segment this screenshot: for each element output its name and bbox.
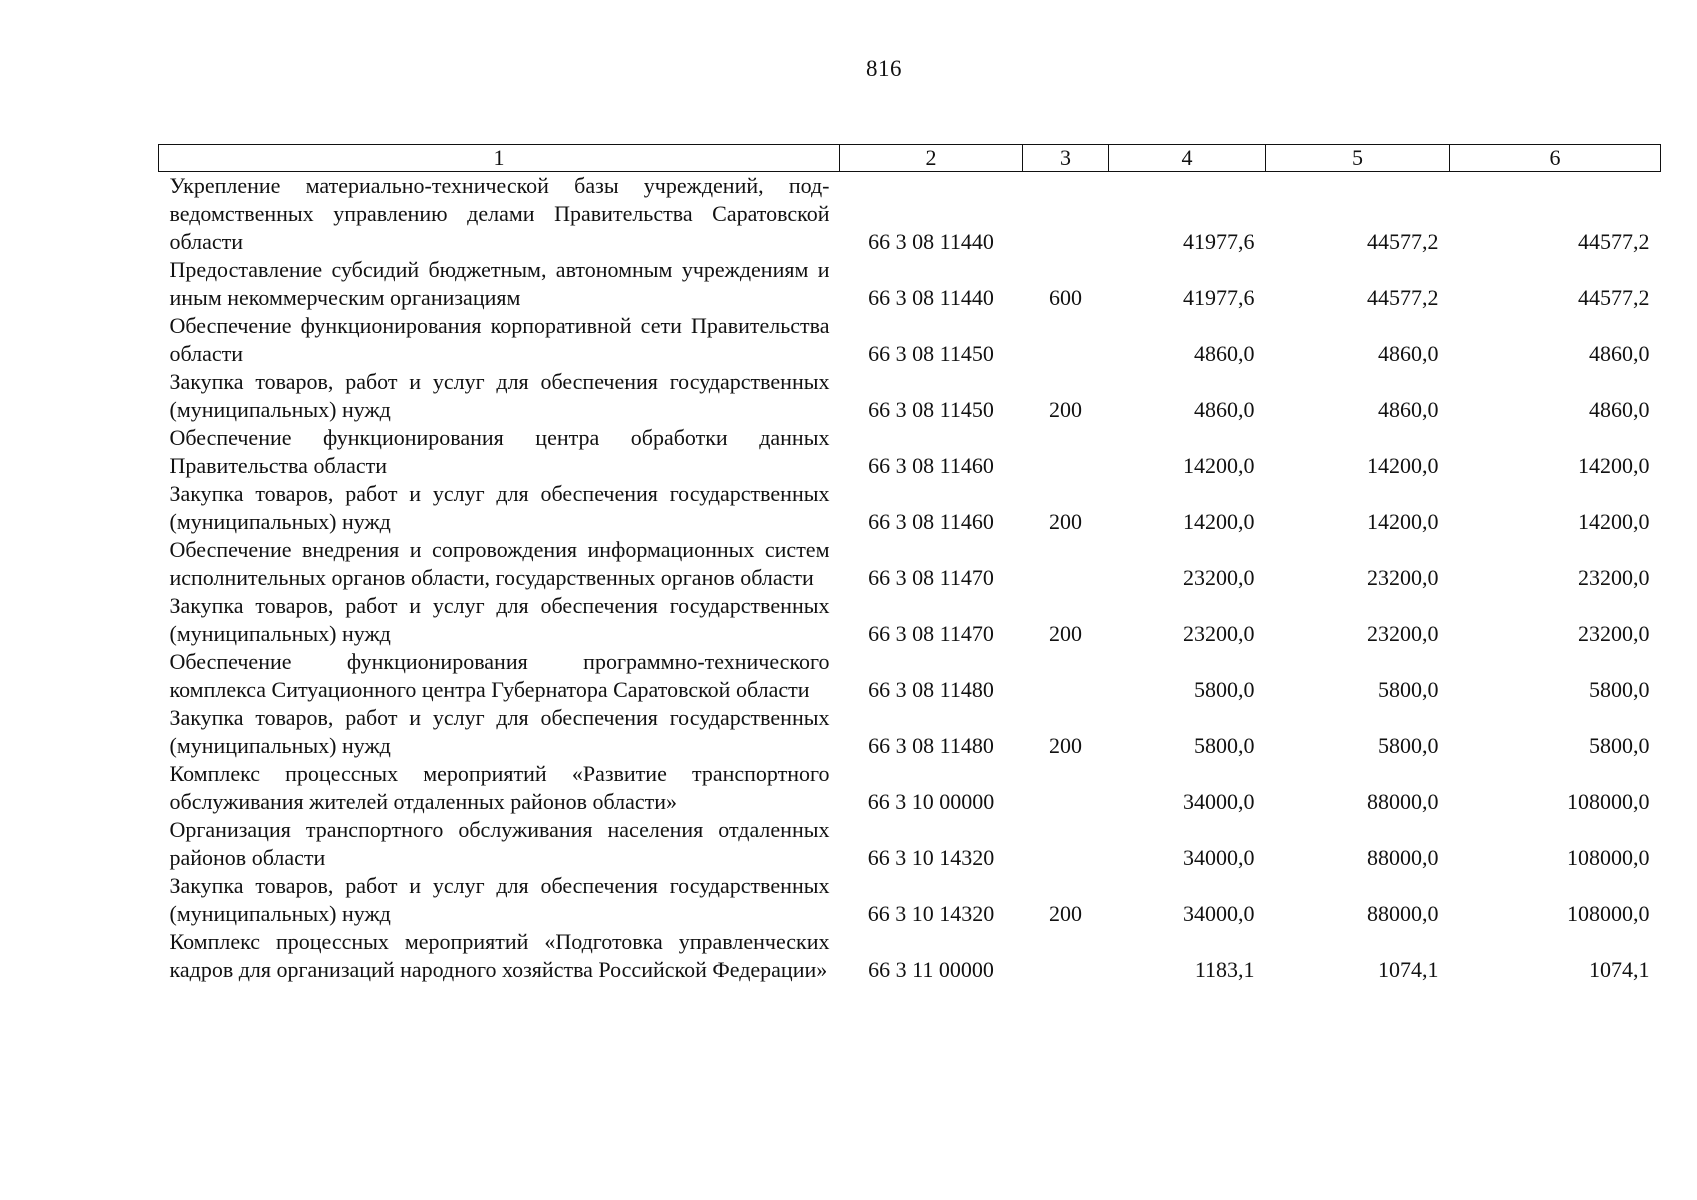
table-row	[159, 928, 1661, 984]
header-col-5: 5	[1266, 145, 1450, 172]
header-col-6: 6	[1450, 145, 1661, 172]
row-value-col6: 4860,0	[1589, 397, 1650, 422]
row-expense-type	[1023, 424, 1109, 480]
row-value-col4: 5800,0	[1194, 733, 1255, 758]
row-expense-type: 200	[1049, 509, 1082, 534]
row-expense-type: 200	[1049, 621, 1082, 646]
row-value-col4: 14200,0	[1183, 509, 1255, 534]
row-value-col5: 23200,0	[1367, 565, 1439, 590]
row-expense-type	[1023, 816, 1109, 872]
row-value-col6: 108000,0	[1567, 901, 1650, 926]
row-name: Закупка товаров, работ и услуг для обеспечения государственных (муниципальных) нужд	[169, 369, 830, 422]
table-row	[159, 648, 1661, 704]
table-row	[159, 256, 1661, 312]
row-value-col4: 41977,6	[1183, 229, 1255, 254]
row-value-col6: 4860,0	[1589, 341, 1650, 366]
row-code: 66 3 08 11470	[868, 621, 994, 646]
row-value-col5: 44577,2	[1367, 285, 1439, 310]
row-value-col6: 23200,0	[1578, 565, 1650, 590]
row-expense-type	[1023, 312, 1109, 368]
table-row	[159, 368, 1661, 424]
row-expense-type: 200	[1049, 733, 1082, 758]
row-code: 66 3 08 11470	[868, 565, 994, 590]
row-name: Комплекс процессных мероприятий «Подготовка управленческих кадров для организаций народного хозяйства Российской Федерации»	[169, 929, 830, 982]
row-code: 66 3 10 14320	[867, 901, 995, 926]
row-value-col6: 5800,0	[1589, 677, 1650, 702]
row-name: Обеспечение функционирования программно-технического комплекса Ситуационного центра Губернатора Саратовской области	[169, 649, 830, 702]
header-col-4: 4	[1109, 145, 1266, 172]
row-value-col6: 23200,0	[1578, 621, 1650, 646]
row-value-col4: 34000,0	[1183, 845, 1255, 870]
budget-table	[158, 144, 1661, 984]
row-value-col5: 1074,1	[1378, 957, 1439, 982]
header-row	[159, 145, 1661, 172]
row-name: Обеспечение функционирования корпоративной сети Правительства области	[169, 313, 830, 366]
row-value-col5: 4860,0	[1378, 397, 1439, 422]
row-code: 66 3 08 11460	[868, 453, 994, 478]
row-value-col4: 34000,0	[1183, 901, 1255, 926]
row-value-col5: 4860,0	[1378, 341, 1439, 366]
header-col-2: 2	[840, 145, 1023, 172]
page-number: 816	[866, 56, 902, 81]
row-name: Организация транспортного обслуживания населения отдаленных районов области	[169, 817, 830, 870]
row-value-col5: 5800,0	[1378, 733, 1439, 758]
row-name: Комплекс процессных мероприятий «Развитие транспортного обслуживания жителей отдаленных районов области»	[169, 761, 830, 814]
row-expense-type	[1023, 536, 1109, 592]
row-name: Обеспечение внедрения и сопровождения информационных систем исполнительных органов области, государственных органов области	[169, 537, 830, 590]
row-value-col4: 1183,1	[1194, 957, 1255, 982]
table-row	[159, 312, 1661, 368]
table-row	[159, 536, 1661, 592]
row-value-col5: 88000,0	[1367, 789, 1439, 814]
row-value-col6: 14200,0	[1578, 509, 1650, 534]
row-code: 66 3 08 11450	[868, 397, 994, 422]
row-value-col5: 88000,0	[1367, 901, 1439, 926]
table-row	[159, 816, 1661, 872]
row-value-col6: 108000,0	[1567, 789, 1650, 814]
row-value-col4: 5800,0	[1194, 677, 1255, 702]
table-row	[159, 480, 1661, 536]
row-value-col4: 34000,0	[1183, 789, 1255, 814]
header-col-1: 1	[159, 145, 840, 172]
row-expense-type: 200	[1049, 901, 1082, 926]
row-value-col4: 23200,0	[1183, 621, 1255, 646]
row-value-col5: 88000,0	[1367, 845, 1439, 870]
table-header	[159, 145, 1661, 172]
row-value-col6: 5800,0	[1589, 733, 1650, 758]
table-row	[159, 872, 1661, 928]
table-body	[159, 172, 1661, 985]
row-expense-type: 200	[1049, 397, 1082, 422]
row-value-col5: 23200,0	[1367, 621, 1439, 646]
row-value-col4: 4860,0	[1194, 397, 1255, 422]
row-name: Закупка товаров, работ и услуг для обеспечения государственных (муниципальных) нужд	[169, 481, 830, 534]
row-value-col6: 44577,2	[1578, 229, 1650, 254]
row-expense-type	[1023, 928, 1109, 984]
row-value-col4: 14200,0	[1183, 453, 1255, 478]
row-code: 66 3 10 00000	[867, 789, 995, 814]
row-expense-type	[1023, 648, 1109, 704]
row-value-col6: 108000,0	[1567, 845, 1650, 870]
row-value-col5: 44577,2	[1367, 229, 1439, 254]
row-code: 66 3 08 11440	[868, 285, 994, 310]
row-expense-type: 600	[1049, 285, 1082, 310]
row-name: Закупка товаров, работ и услуг для обеспечения государственных (муниципальных) нужд	[169, 873, 830, 926]
row-value-col5: 5800,0	[1378, 677, 1439, 702]
row-name: Закупка товаров, работ и услуг для обеспечения государственных (муниципальных) нужд	[169, 593, 830, 646]
row-code: 66 3 08 11460	[868, 509, 994, 534]
row-value-col5: 14200,0	[1367, 453, 1439, 478]
header-col-3: 3	[1023, 145, 1109, 172]
row-value-col6: 14200,0	[1578, 453, 1650, 478]
row-name: Предоставление субсидий бюджетным, автономным учреждениям и иным некоммерческим организациям	[169, 257, 830, 310]
row-expense-type	[1023, 760, 1109, 816]
row-name: Закупка товаров, работ и услуг для обеспечения государственных (муниципальных) нужд	[169, 705, 830, 758]
table-row	[159, 592, 1661, 648]
row-code: 66 3 08 11480	[868, 677, 994, 702]
row-value-col6: 44577,2	[1578, 285, 1650, 310]
row-value-col5: 14200,0	[1367, 509, 1439, 534]
row-value-col4: 4860,0	[1194, 341, 1255, 366]
table-row	[159, 760, 1661, 816]
row-code: 66 3 08 11450	[868, 341, 994, 366]
table-row	[159, 172, 1661, 257]
row-code: 66 3 10 14320	[867, 845, 995, 870]
table-row	[159, 424, 1661, 480]
row-value-col4: 41977,6	[1183, 285, 1255, 310]
row-code: 66 3 08 11440	[868, 229, 994, 254]
table-row	[159, 704, 1661, 760]
row-code: 66 3 08 11480	[868, 733, 994, 758]
row-code: 66 3 11 00000	[868, 957, 994, 982]
row-value-col6: 1074,1	[1589, 957, 1650, 982]
row-name: Укрепление материально-технической базы учреждений, подведомственных управлению делами Правительства Саратовской области	[169, 173, 830, 254]
row-expense-type	[1023, 172, 1109, 257]
row-value-col4: 23200,0	[1183, 565, 1255, 590]
row-name: Обеспечение функционирования центра обработки данных Правительства области	[169, 425, 830, 478]
